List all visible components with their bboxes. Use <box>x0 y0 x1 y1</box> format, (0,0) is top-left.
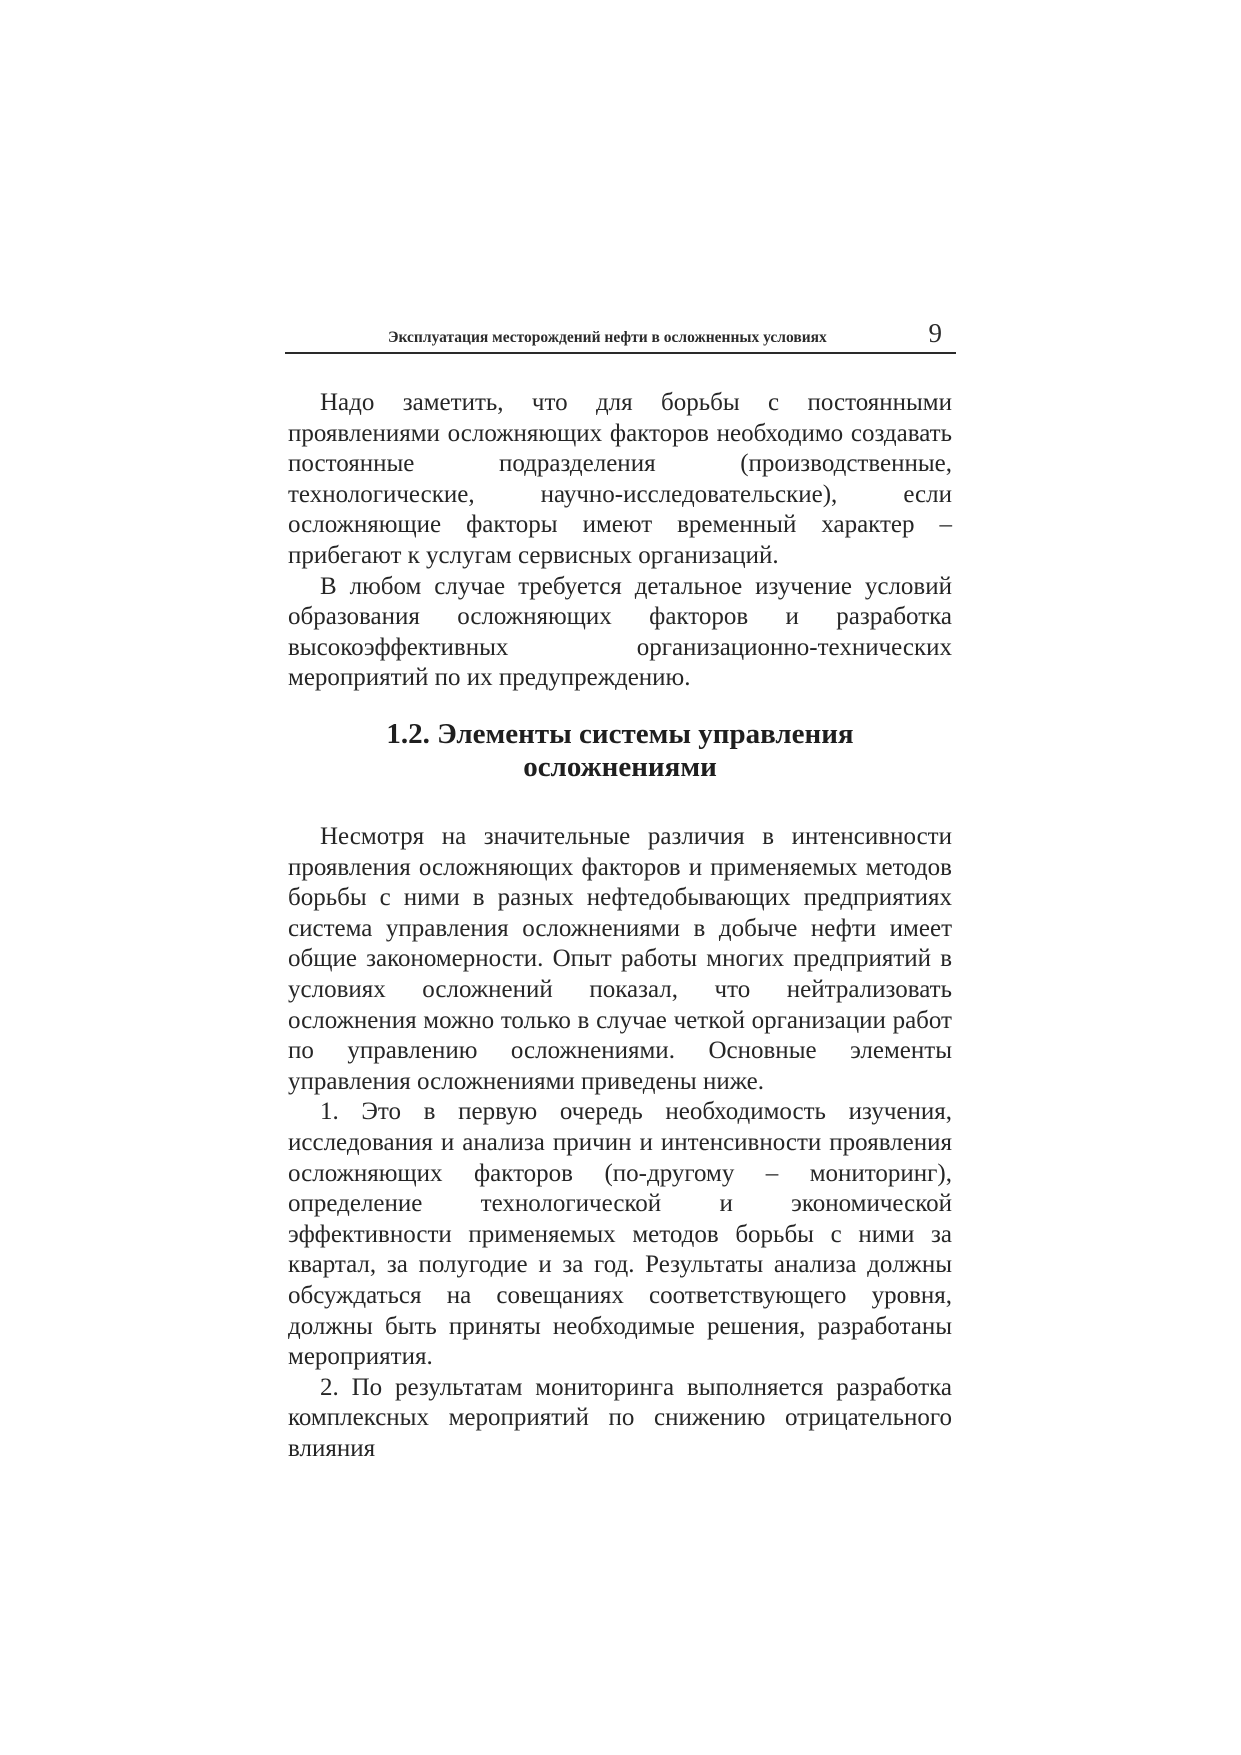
paragraph: 2. По результатам мониторинга выполняется разработка комплексных мероприятий по снижению отрицательного влияния <box>288 1373 952 1462</box>
page-number: 9 <box>928 318 942 348</box>
paragraph: 1. Это в первую очередь необходимость изучения, исследования и анализа причин и интенсивности проявления осложняющих факторов (по-другому – мониторинг), определение технологической и экономической эффективности применяемых методов борьбы с ними за квартал, за полугодие и за год. Результаты анализа должны обсуждаться на совещаниях соответствующего уровня, должны быть приняты необходимые решения, разработаны мероприятия. <box>288 1098 952 1371</box>
paragraph: Несмотря на значительные различия в интенсивности проявления осложняющих факторов и применяемых методов борьбы с ними в разных нефтедобывающих предприятиях система управления осложнениями в добыче нефти имеет общие закономерности. Опыт работы многих предприятий в условиях осложнений показал, что нейтрализовать осложнения можно только в случае четкой организации работ по управлению осложнениями. Основные элементы управления осложнениями приведены ниже. <box>288 823 952 1095</box>
section-heading <box>288 718 952 784</box>
section-heading-line: 1.2. Элементы системы управления <box>386 718 854 750</box>
running-header-title: Эксплуатация месторождений нефти в осложненных условиях <box>388 329 827 346</box>
section-text-block <box>288 822 952 1464</box>
running-header <box>285 318 956 354</box>
paragraph: Надо заметить, что для борьбы с постоянными проявлениями осложняющих факторов необходимо создавать постоянные подразделения (производственные, технологические, научно-исследовательские), если осложняющие факторы имеют временный характер – прибегают к услугам сервисных организаций. <box>288 389 952 569</box>
paragraph: В любом случае требуется детальное изучение условий образования осложняющих факторов и разработка высокоэффективных организационно-технических мероприятий по их предупреждению. <box>288 572 952 692</box>
section-heading-line: осложнениями <box>523 751 717 783</box>
intro-text-block <box>288 388 952 694</box>
